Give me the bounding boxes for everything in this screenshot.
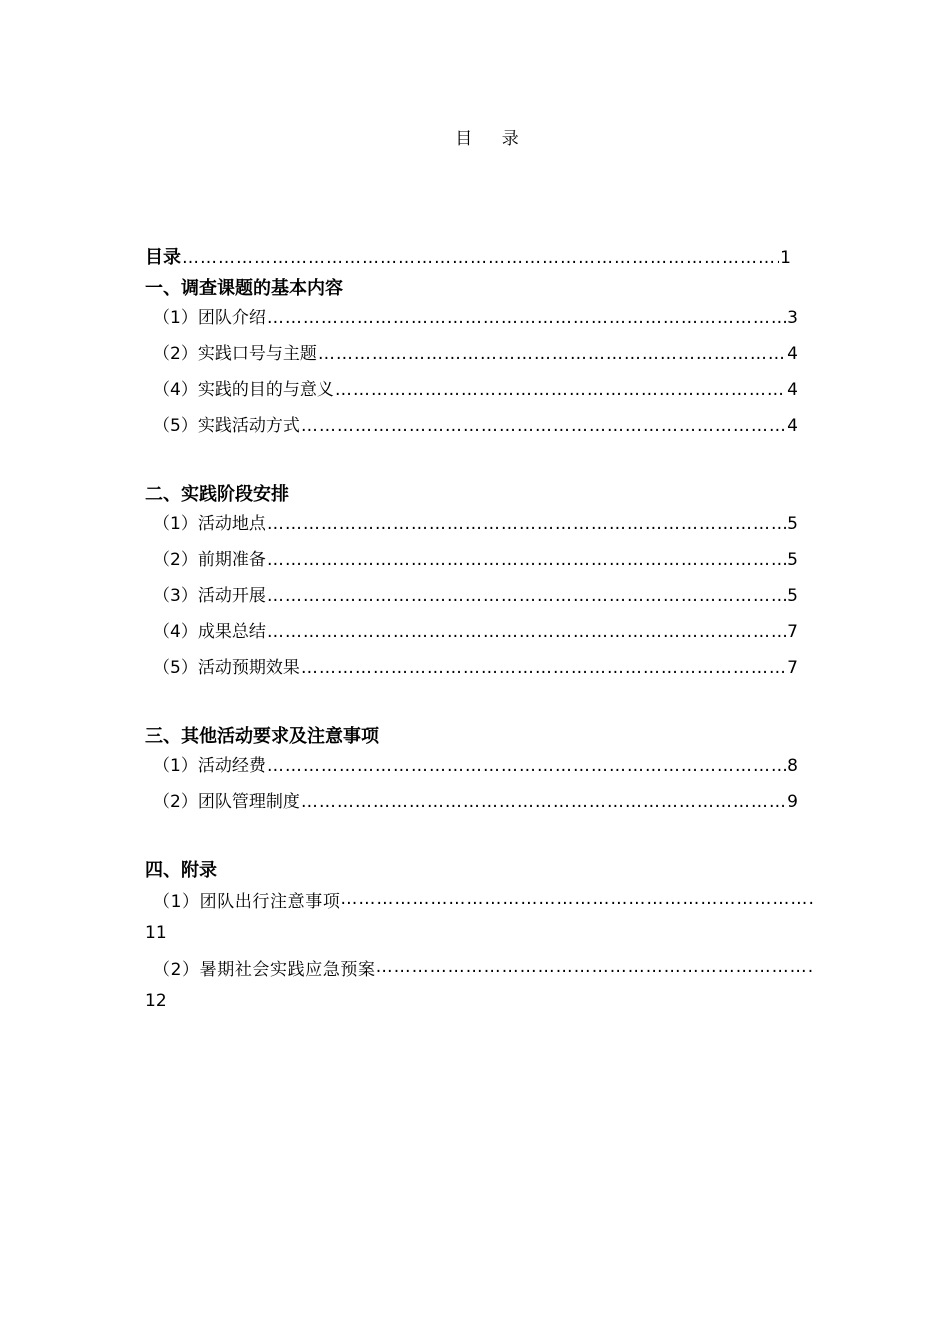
toc-entry[interactable] (145, 542, 805, 578)
toc-entry-label: （3）活动开展 (153, 586, 266, 606)
toc-entry-page: 11 (145, 923, 167, 943)
leader-dots (267, 622, 786, 642)
leader-dots (335, 380, 786, 400)
toc-entry[interactable] (145, 372, 805, 408)
spacer (145, 820, 805, 856)
toc-entry-label: 目录 (145, 247, 181, 268)
page-title: 目 录 (455, 129, 531, 149)
leader-dots (301, 416, 786, 436)
toc-entry-page: 4 (787, 380, 798, 400)
toc-entry-label: （1）团队出行注意事项 (153, 891, 341, 912)
toc-entry-label: （2）团队管理制度 (153, 792, 300, 812)
leader-dots (267, 550, 786, 570)
toc-entry-label: （1）活动地点 (153, 514, 266, 534)
toc-entry[interactable] (145, 950, 813, 984)
table-of-contents (145, 248, 805, 1018)
toc-entry-label: （1）团队介绍 (153, 308, 266, 328)
section-heading: 三、其他活动要求及注意事项 (145, 726, 379, 747)
toc-entry[interactable] (145, 650, 805, 686)
toc-entry-label: （1）活动经费 (153, 756, 266, 776)
section-heading: 二、实践阶段安排 (145, 484, 289, 505)
toc-entry-page: 7 (787, 622, 798, 642)
toc-entry[interactable] (145, 300, 805, 336)
leader-dots (318, 344, 786, 364)
toc-entry-label: （5）实践活动方式 (153, 416, 300, 436)
toc-entry[interactable] (145, 578, 805, 614)
toc-entry-page: 7 (787, 658, 798, 678)
toc-entry[interactable] (145, 408, 805, 444)
leader-dots (267, 308, 786, 328)
toc-entry-label: （2）前期准备 (153, 550, 266, 570)
leader-dots (267, 756, 786, 776)
leader-dots (267, 586, 786, 606)
toc-entry-page: 5 (787, 514, 798, 534)
toc-entry-page: 3 (787, 308, 798, 328)
spacer (145, 686, 805, 722)
toc-entry-page: 5 (787, 550, 798, 570)
toc-entry-label: （4）实践的目的与意义 (153, 380, 334, 400)
toc-entry[interactable] (145, 748, 805, 784)
leader-dots (376, 957, 813, 977)
toc-entry-label: （2）暑期社会实践应急预案 (153, 959, 376, 980)
toc-entry-page: 1 (780, 248, 791, 268)
spacer (145, 444, 805, 480)
toc-entry-page: 12 (145, 991, 167, 1011)
section-heading: 一、调查课题的基本内容 (145, 278, 343, 299)
toc-entry-page: 4 (787, 416, 798, 436)
toc-entry[interactable] (145, 336, 805, 372)
toc-entry[interactable] (145, 614, 805, 650)
toc-entry-page: 4 (787, 344, 798, 364)
toc-entry-page: 8 (787, 756, 798, 776)
toc-entry-label: （4）成果总结 (153, 622, 266, 642)
toc-entry-label: （2）实践口号与主题 (153, 344, 317, 364)
leader-dots (267, 514, 786, 534)
leader-dots (301, 658, 786, 678)
toc-entry-page: 9 (787, 792, 798, 812)
leader-dots (182, 248, 779, 268)
toc-header-entry[interactable] (145, 248, 805, 274)
toc-entry[interactable] (145, 506, 805, 542)
leader-dots (340, 889, 813, 909)
section-heading: 四、附录 (145, 860, 217, 881)
toc-entry-label: （5）活动预期效果 (153, 658, 300, 678)
leader-dots (301, 792, 786, 812)
toc-entry[interactable] (145, 882, 813, 916)
toc-entry[interactable] (145, 784, 805, 820)
toc-entry-page: 5 (787, 586, 798, 606)
